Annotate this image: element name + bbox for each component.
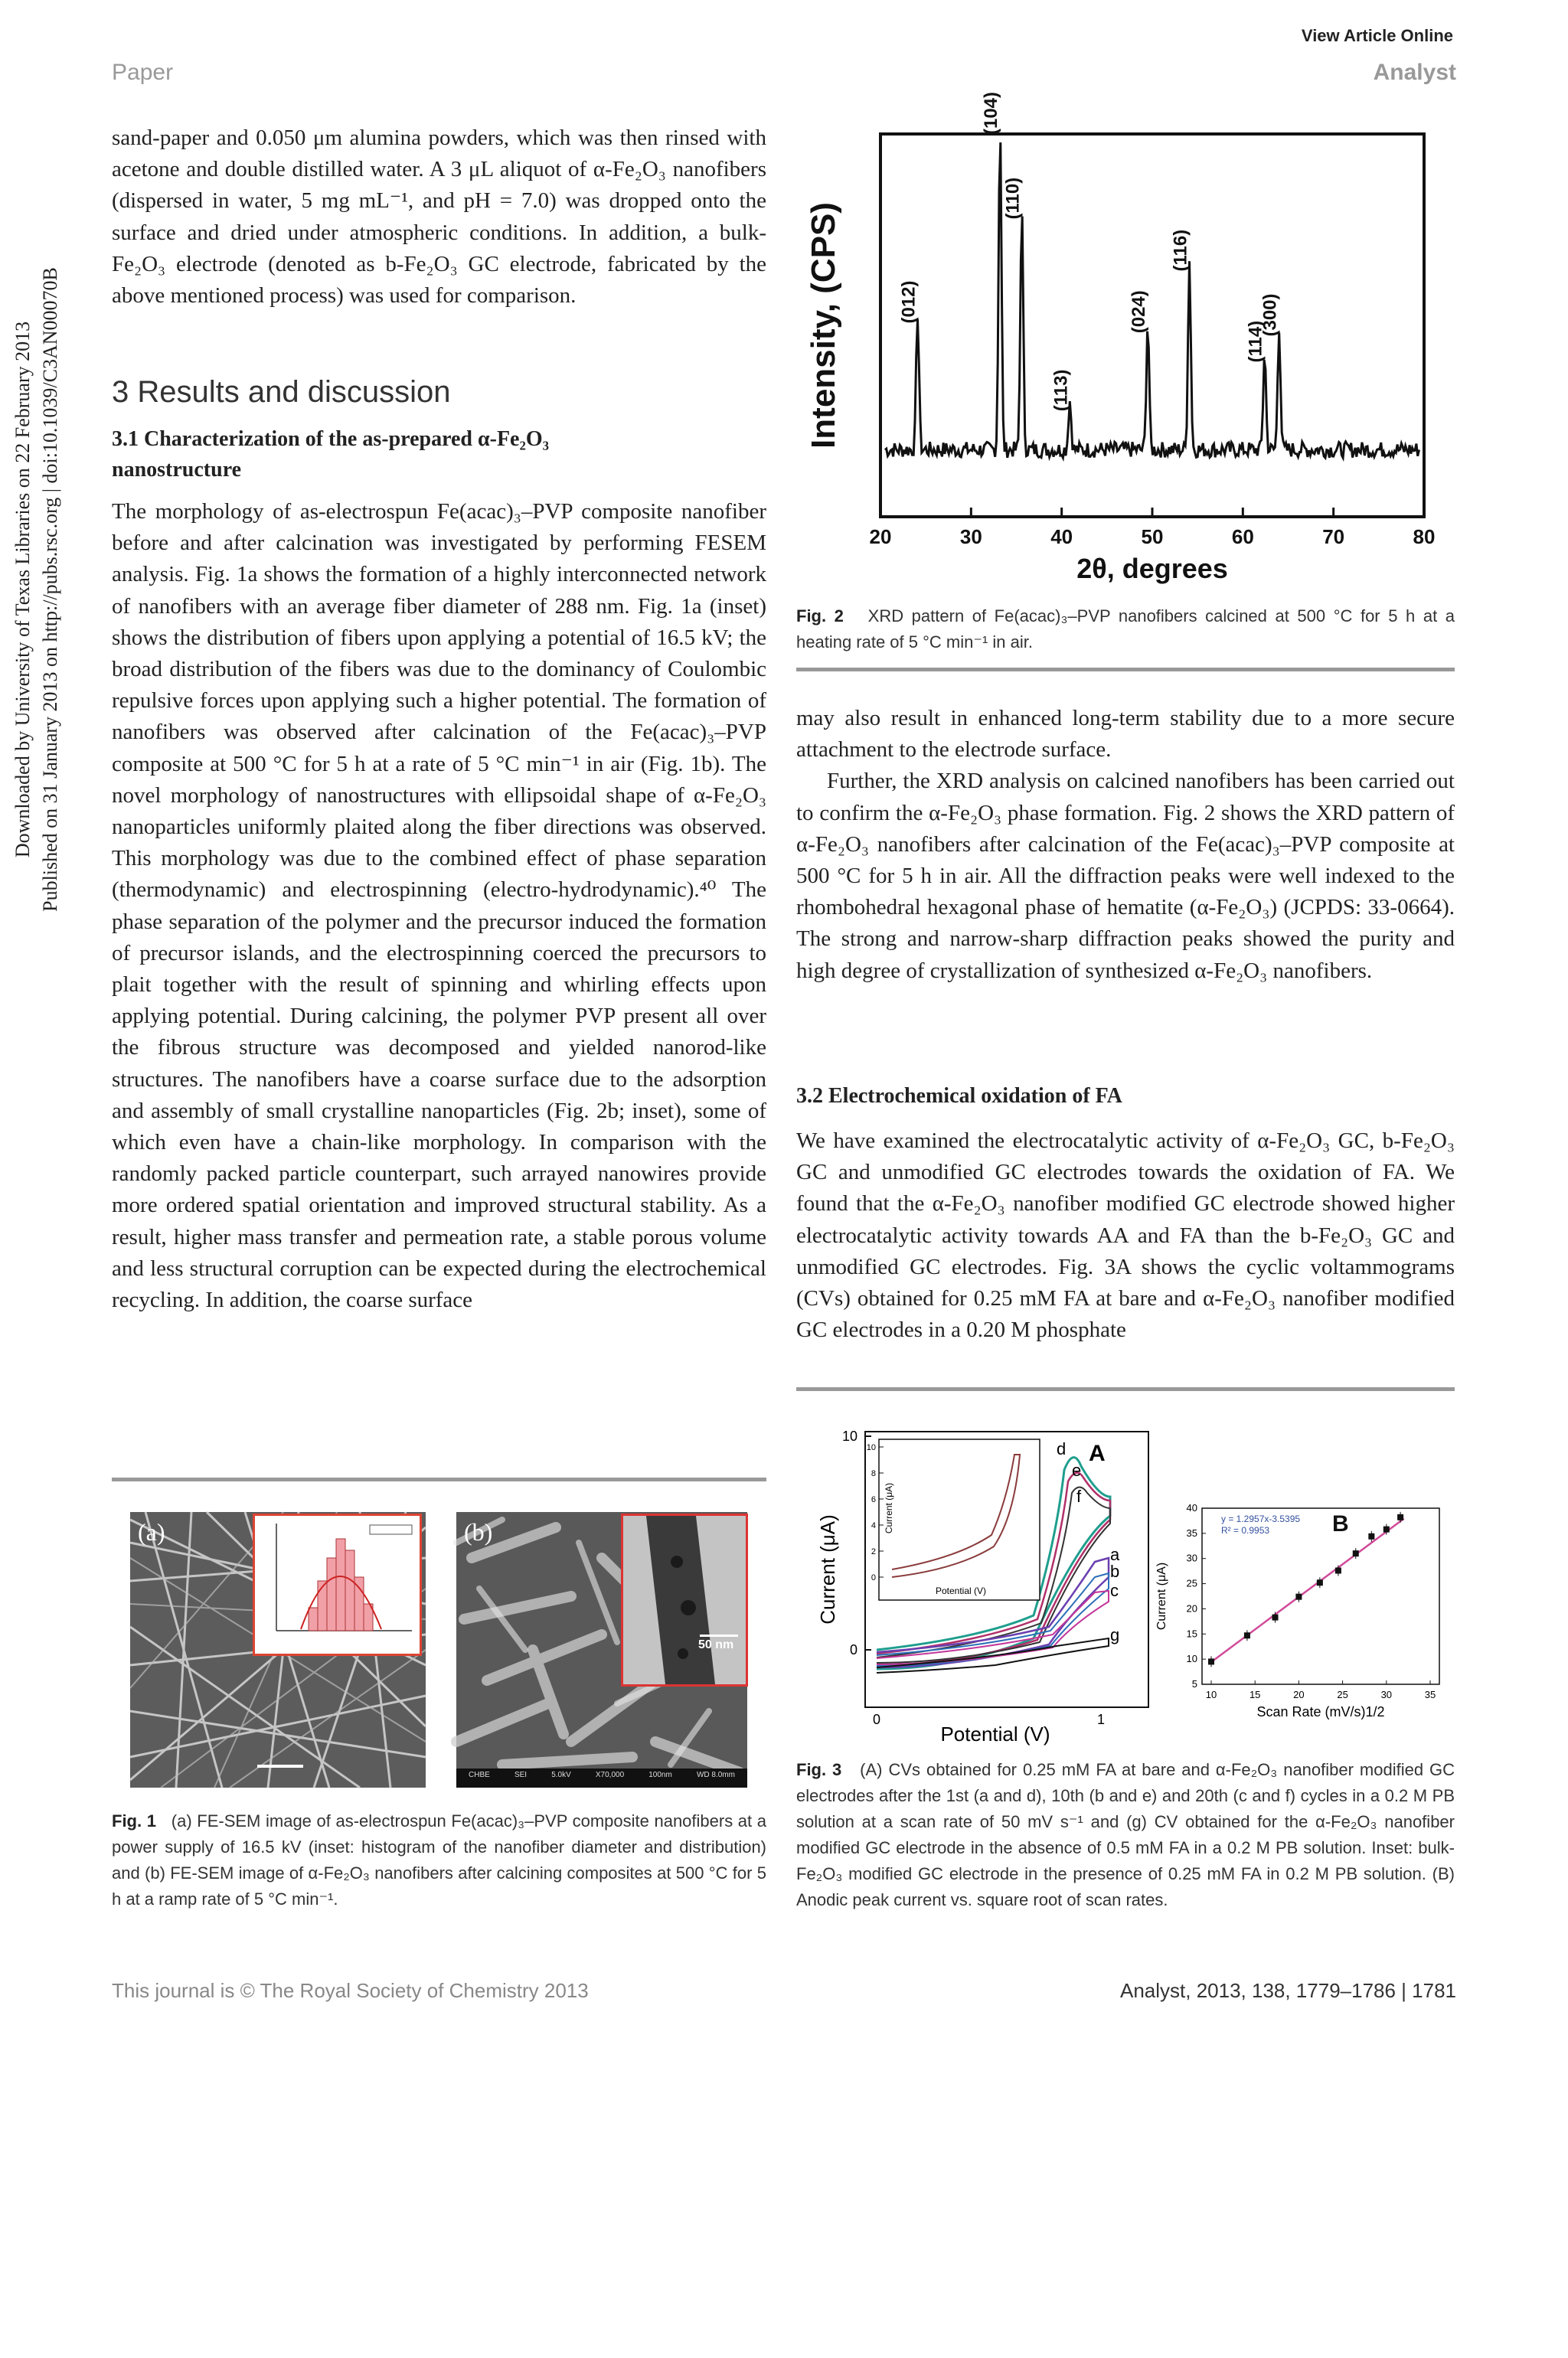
view-article-online-link[interactable]: View Article Online [1301, 26, 1453, 45]
fig3b-x-tick-label: 25 [1337, 1689, 1348, 1700]
download-note: Downloaded by University of Texas Libraries on 22 February 2013 [11, 321, 34, 858]
left-column-intro [112, 122, 766, 312]
fig2-x-tick-label: 50 [1141, 525, 1164, 548]
sem-bar-item: 100nm [648, 1771, 672, 1779]
fig3b-x-tick-label: 35 [1424, 1689, 1436, 1700]
paragraph-continued: may also result in enhanced long-term stability due to a more secure attachment to the electrode surface. [796, 706, 1455, 763]
fig1-caption-text: (a) FE-SEM image of as-electrospun Fe(acac)₃–PVP composite nanofibers at a power supply of 16.5 kV (inset: histogram of the nanofiber diameter and distribution) and (b) FE-SEM image of α-Fe₂O₃ nanofibers after calcining composites at 500 °C for 5 h at a ramp rate of 5 °C min⁻¹. [112, 1811, 766, 1909]
cv-label-e: e [1072, 1461, 1082, 1480]
left-column-body [112, 496, 766, 1316]
fig3-top-rule [796, 1387, 1455, 1391]
fig3-caption [796, 1757, 1455, 1913]
fig2-peak-label: (114) [1245, 320, 1266, 363]
cv-label-c: c [1110, 1581, 1119, 1600]
fig2-x-axis-label: 2θ, degrees [1076, 553, 1228, 584]
fig1b-scale-label: 50 nm [698, 1638, 734, 1651]
download-sidebar [9, 267, 61, 2358]
paragraph-3-2: We have examined the electrocatalytic activity of α-Fe₂O₃ GC, b-Fe₂O₃ GC and unmodified GC electrodes towards the oxidation of FA. We found that the α-Fe₂O₃ nanofiber modified GC electrode showed higher electrocatalytic activity towards AA and FA than the b-Fe₂O₃ GC and unmodified GC electrodes. Fig. 3A shows the cyclic voltammograms (CVs) obtained for 0.25 mM FA at bare and α-Fe₂O₃ nanofiber modified GC electrodes in a 0.20 M phosphate [796, 1128, 1455, 1343]
fig3a-inset-y-label: Current (μA) [884, 1482, 894, 1534]
fig3b-x-tick-label: 30 [1380, 1689, 1393, 1700]
cv-label-b: b [1110, 1562, 1120, 1581]
sem-bar-item: 5.0kV [551, 1771, 571, 1779]
fig3b-x-tick-label: 10 [1205, 1689, 1217, 1700]
header-section-label: Paper [112, 60, 174, 85]
fig3b-y-tick-label: 20 [1186, 1602, 1197, 1615]
fig2-caption-text: XRD pattern of Fe(acac)₃–PVP nanofibers calcined at 500 °C for 5 h at a heating rate of 5 °C min⁻¹ in air. [796, 606, 1455, 652]
fig3b-data-point [1335, 1567, 1341, 1573]
fig1b-sem-image [456, 1512, 747, 1788]
fig3b-panel-label: B [1332, 1511, 1349, 1537]
right-column-body-2 [796, 1125, 1455, 1346]
fig2-peak-label: (116) [1170, 229, 1191, 272]
fig2-x-tick-label: 30 [959, 525, 982, 548]
paragraph-intro: sand-paper and 0.050 μm alumina powders, which was then rinsed with acetone and double distilled water. A 3 μL aliquot of α-Fe₂O₃ nanofibers (dispersed in water, 5 mg mL⁻¹, and pH = 7.0) was dropped onto the surface and dried under atmospheric conditions. In addition, a bulk-Fe₂O₃ electrode (denoted as b-Fe₂O₃ GC electrode, fabricated by the above mentioned process) was used for comparison. [112, 126, 766, 309]
fig3b-data-point [1317, 1579, 1323, 1586]
fig3-caption-text: (A) CVs obtained for 0.25 mM FA at bare and α-Fe₂O₃ nanofiber modified GC electrodes after the 1st (a and d), 10th (b and e) and 20th (c and f) cycles in a 0.2 M PB solution at a scan rate of 50 mV s⁻¹ and (g) CV obtained for the α-Fe₂O₃ nanofiber modified GC electrode in the absence of 0.5 mM FA in a 0.2 M PB solution. Inset: bulk-Fe₂O₃ modified GC electrode in the presence of 0.25 mM FA in 0.2 M PB solution. (B) Anodic peak current vs. square root of scan rates. [796, 1760, 1455, 1909]
fig3b-y-tick-label: 30 [1186, 1552, 1197, 1564]
section-3-title: 3 Results and discussion [112, 375, 451, 409]
fig2-x-tick-label: 80 [1413, 525, 1436, 548]
right-column-body [796, 703, 1455, 987]
footer-copyright: This journal is © The Royal Society of Chemistry 2013 [112, 1979, 589, 2002]
fig2-x-tick-label: 20 [869, 525, 892, 548]
inset-y-tick-label: 2 [871, 1547, 876, 1556]
fig2-bottom-rule [796, 668, 1455, 671]
fig3a-panel-label: A [1089, 1441, 1106, 1466]
fig2-peak-label: (113) [1050, 369, 1072, 412]
fig2-caption [796, 603, 1455, 655]
fig3b-data-point [1208, 1658, 1214, 1664]
publish-note[interactable]: Published on 31 January 2013 on http://pubs.rsc.org | doi:10.1039/C3AN00070B [39, 267, 61, 912]
fig3b-data-point [1397, 1514, 1403, 1520]
fig3b-fit-line [1211, 1519, 1404, 1662]
fig2-x-tick-label: 40 [1050, 525, 1073, 548]
fig2-caption-label: Fig. 2 [796, 606, 844, 625]
fig3b-equation: y = 1.2957x-3.5395 [1221, 1514, 1301, 1524]
fig1b-label: (b) [464, 1518, 493, 1546]
fig3a-xtick: 0 [872, 1712, 881, 1727]
fig1b-sem-databar [456, 1771, 747, 1786]
fig2-xrd-chart [804, 91, 1462, 597]
fig3b-scatter-chart [1148, 1501, 1455, 1723]
fig3b-y-axis-label: Current (μA) [1155, 1562, 1168, 1631]
fig3b-data-point [1272, 1615, 1279, 1621]
fig3b-data-point [1353, 1550, 1359, 1556]
cv-label-g: g [1110, 1625, 1120, 1644]
fig3b-y-tick-label: 5 [1191, 1678, 1197, 1690]
fig3b-y-tick-label: 40 [1186, 1502, 1197, 1514]
fig3a-y-axis-label: Current (μA) [816, 1514, 839, 1625]
sem-bar-item: X70,000 [595, 1771, 625, 1779]
fig2-peak-label: (024) [1129, 290, 1150, 334]
fig2-peak-label: (110) [1002, 177, 1024, 220]
fig3b-y-tick-label: 10 [1186, 1653, 1197, 1665]
fig2-y-axis-label: Intensity, (CPS) [805, 202, 842, 449]
cv-label-f: f [1076, 1487, 1082, 1506]
fig3b-data-point [1244, 1632, 1250, 1638]
fig1a-histogram-inset [253, 1514, 422, 1656]
fig1a-label: (a) [138, 1518, 165, 1546]
fig3a-x-axis-label: Potential (V) [940, 1723, 1050, 1746]
fig2-peak-label: (012) [898, 280, 920, 324]
fig1b-tem-inset [621, 1514, 748, 1687]
fig1-caption [112, 1808, 766, 1912]
fig3b-data-point [1295, 1594, 1302, 1600]
sem-bar-item: SEI [514, 1771, 528, 1779]
fig3b-r2: R² = 0.9953 [1221, 1525, 1270, 1536]
fig3a-inset-x-label: Potential (V) [935, 1586, 987, 1596]
inset-y-tick-label: 10 [866, 1443, 876, 1452]
paragraph-xrd: Further, the XRD analysis on calcined nanofibers has been carried out to confirm the α-Fe₂O₃ phase formation. Fig. 2 shows the XRD pattern of α-Fe₂O₃ nanofibers after calcination of the Fe(acac)₃–PVP composite at 500 °C for 5 h in air. All the diffraction peaks were well indexed to the rhombohedral hexagonal phase of hematite (α-Fe₂O₃) (JCPDS: 33-0664). The strong and narrow-sharp diffraction peaks showed the purity and high degree of crystallization of synthesized α-Fe₂O₃ nanofibers. [796, 769, 1455, 983]
fig3a-ytick: 0 [849, 1642, 858, 1657]
fig3a-ytick: 10 [841, 1429, 858, 1444]
fig1-caption-label: Fig. 1 [112, 1811, 156, 1831]
footer-citation: Analyst, 2013, 138, 1779–1786 | 1781 [1119, 1979, 1456, 2002]
fig3b-x-tick-label: 15 [1249, 1689, 1261, 1700]
inset-y-tick-label: 0 [871, 1573, 876, 1582]
fig1a-sem-image [130, 1512, 426, 1788]
fig3b-y-tick-label: 15 [1186, 1628, 1197, 1640]
fig3b-x-tick-label: 20 [1293, 1689, 1305, 1700]
header-journal-name: Analyst [1373, 60, 1456, 85]
fig1-top-rule [112, 1478, 766, 1481]
subsection-3-1-title: 3.1 Characterization of the as-prepared α-Fe₂O₃ nanostructure [112, 427, 550, 482]
inset-y-tick-label: 4 [871, 1521, 876, 1530]
cv-label-d: d [1057, 1439, 1067, 1458]
fig3b-y-tick-label: 25 [1186, 1577, 1197, 1589]
fig3-caption-label: Fig. 3 [796, 1760, 842, 1779]
fig3b-data-point [1368, 1533, 1374, 1540]
inset-y-tick-label: 8 [871, 1469, 876, 1478]
inset-y-tick-label: 6 [871, 1495, 876, 1504]
fig3a-cv-chart [804, 1424, 1156, 1746]
fig3b-data-point [1383, 1527, 1390, 1533]
subsection-3-2-title: 3.2 Electrochemical oxidation of FA [796, 1084, 1122, 1108]
fig2-peak-label: (104) [981, 91, 1002, 135]
fig2-peak-label: (300) [1259, 293, 1281, 337]
sem-bar-item: CHBE [469, 1771, 490, 1779]
fig2-xrd-series [885, 142, 1419, 458]
fig2-x-tick-label: 70 [1322, 525, 1345, 548]
fig3a-xtick: 1 [1096, 1712, 1106, 1727]
paragraph-3-1: The morphology of as-electrospun Fe(acac)₃–PVP composite nanofiber before and after calcination was investigated by performing FESEM analysis. Fig. 1a shows the formation of a highly interconnected network of nanofibers with an average fiber diameter of 288 nm. Fig. 1a (inset) shows the distribution of fibers upon applying a potential of 16.5 kV; the broad distribution of the fibers was due to the dominancy of Coulombic repulsive forces upon applying such a higher potential. The formation of nanofibers was observed after calcination of the Fe(acac)₃–PVP composite at 500 °C for 5 h at a rate of 5 °C min⁻¹ in air (Fig. 1b). The novel morphology of nanostructures with ellipsoidal shape of α-Fe₂O₃ nanoparticles uniformly plaited along the fiber directions was observed. This morphology was due to the combined effect of phase separation (thermodynamic) and electrospinning (electro-hydrodynamic).⁴⁰ The phase separation of the polymer and the precursor induced the formation of precursor islands, and the electrospinning coerced the precursors to plait together with the result of spinning and whirling effects upon applying potential. During calcining, the polymer PVP present all over the fibrous structure was decomposed and yielded nanorod-like structures. The nanofibers have a coarse surface due to the adsorption and assembly of small crystalline nanoparticles (Fig. 2b; inset), some of which even have a chain-like morphology. In comparison with the randomly packed particle counterpart, such arrayed nanowires provide more ordered spatial orientation and improved structural stability. As a result, higher mass transfer and permeation rate, a stable porous volume and less structural corruption can be expected during the electrochemical recycling. In addition, the coarse surface [112, 499, 766, 1313]
cv-label-a: a [1110, 1545, 1120, 1564]
fig3b-y-tick-label: 35 [1186, 1527, 1197, 1539]
fig3b-x-axis-label: Scan Rate (mV/s)1/2 [1256, 1704, 1385, 1720]
fig2-x-tick-label: 60 [1231, 525, 1254, 548]
sem-bar-item: WD 8.0mm [696, 1771, 735, 1779]
